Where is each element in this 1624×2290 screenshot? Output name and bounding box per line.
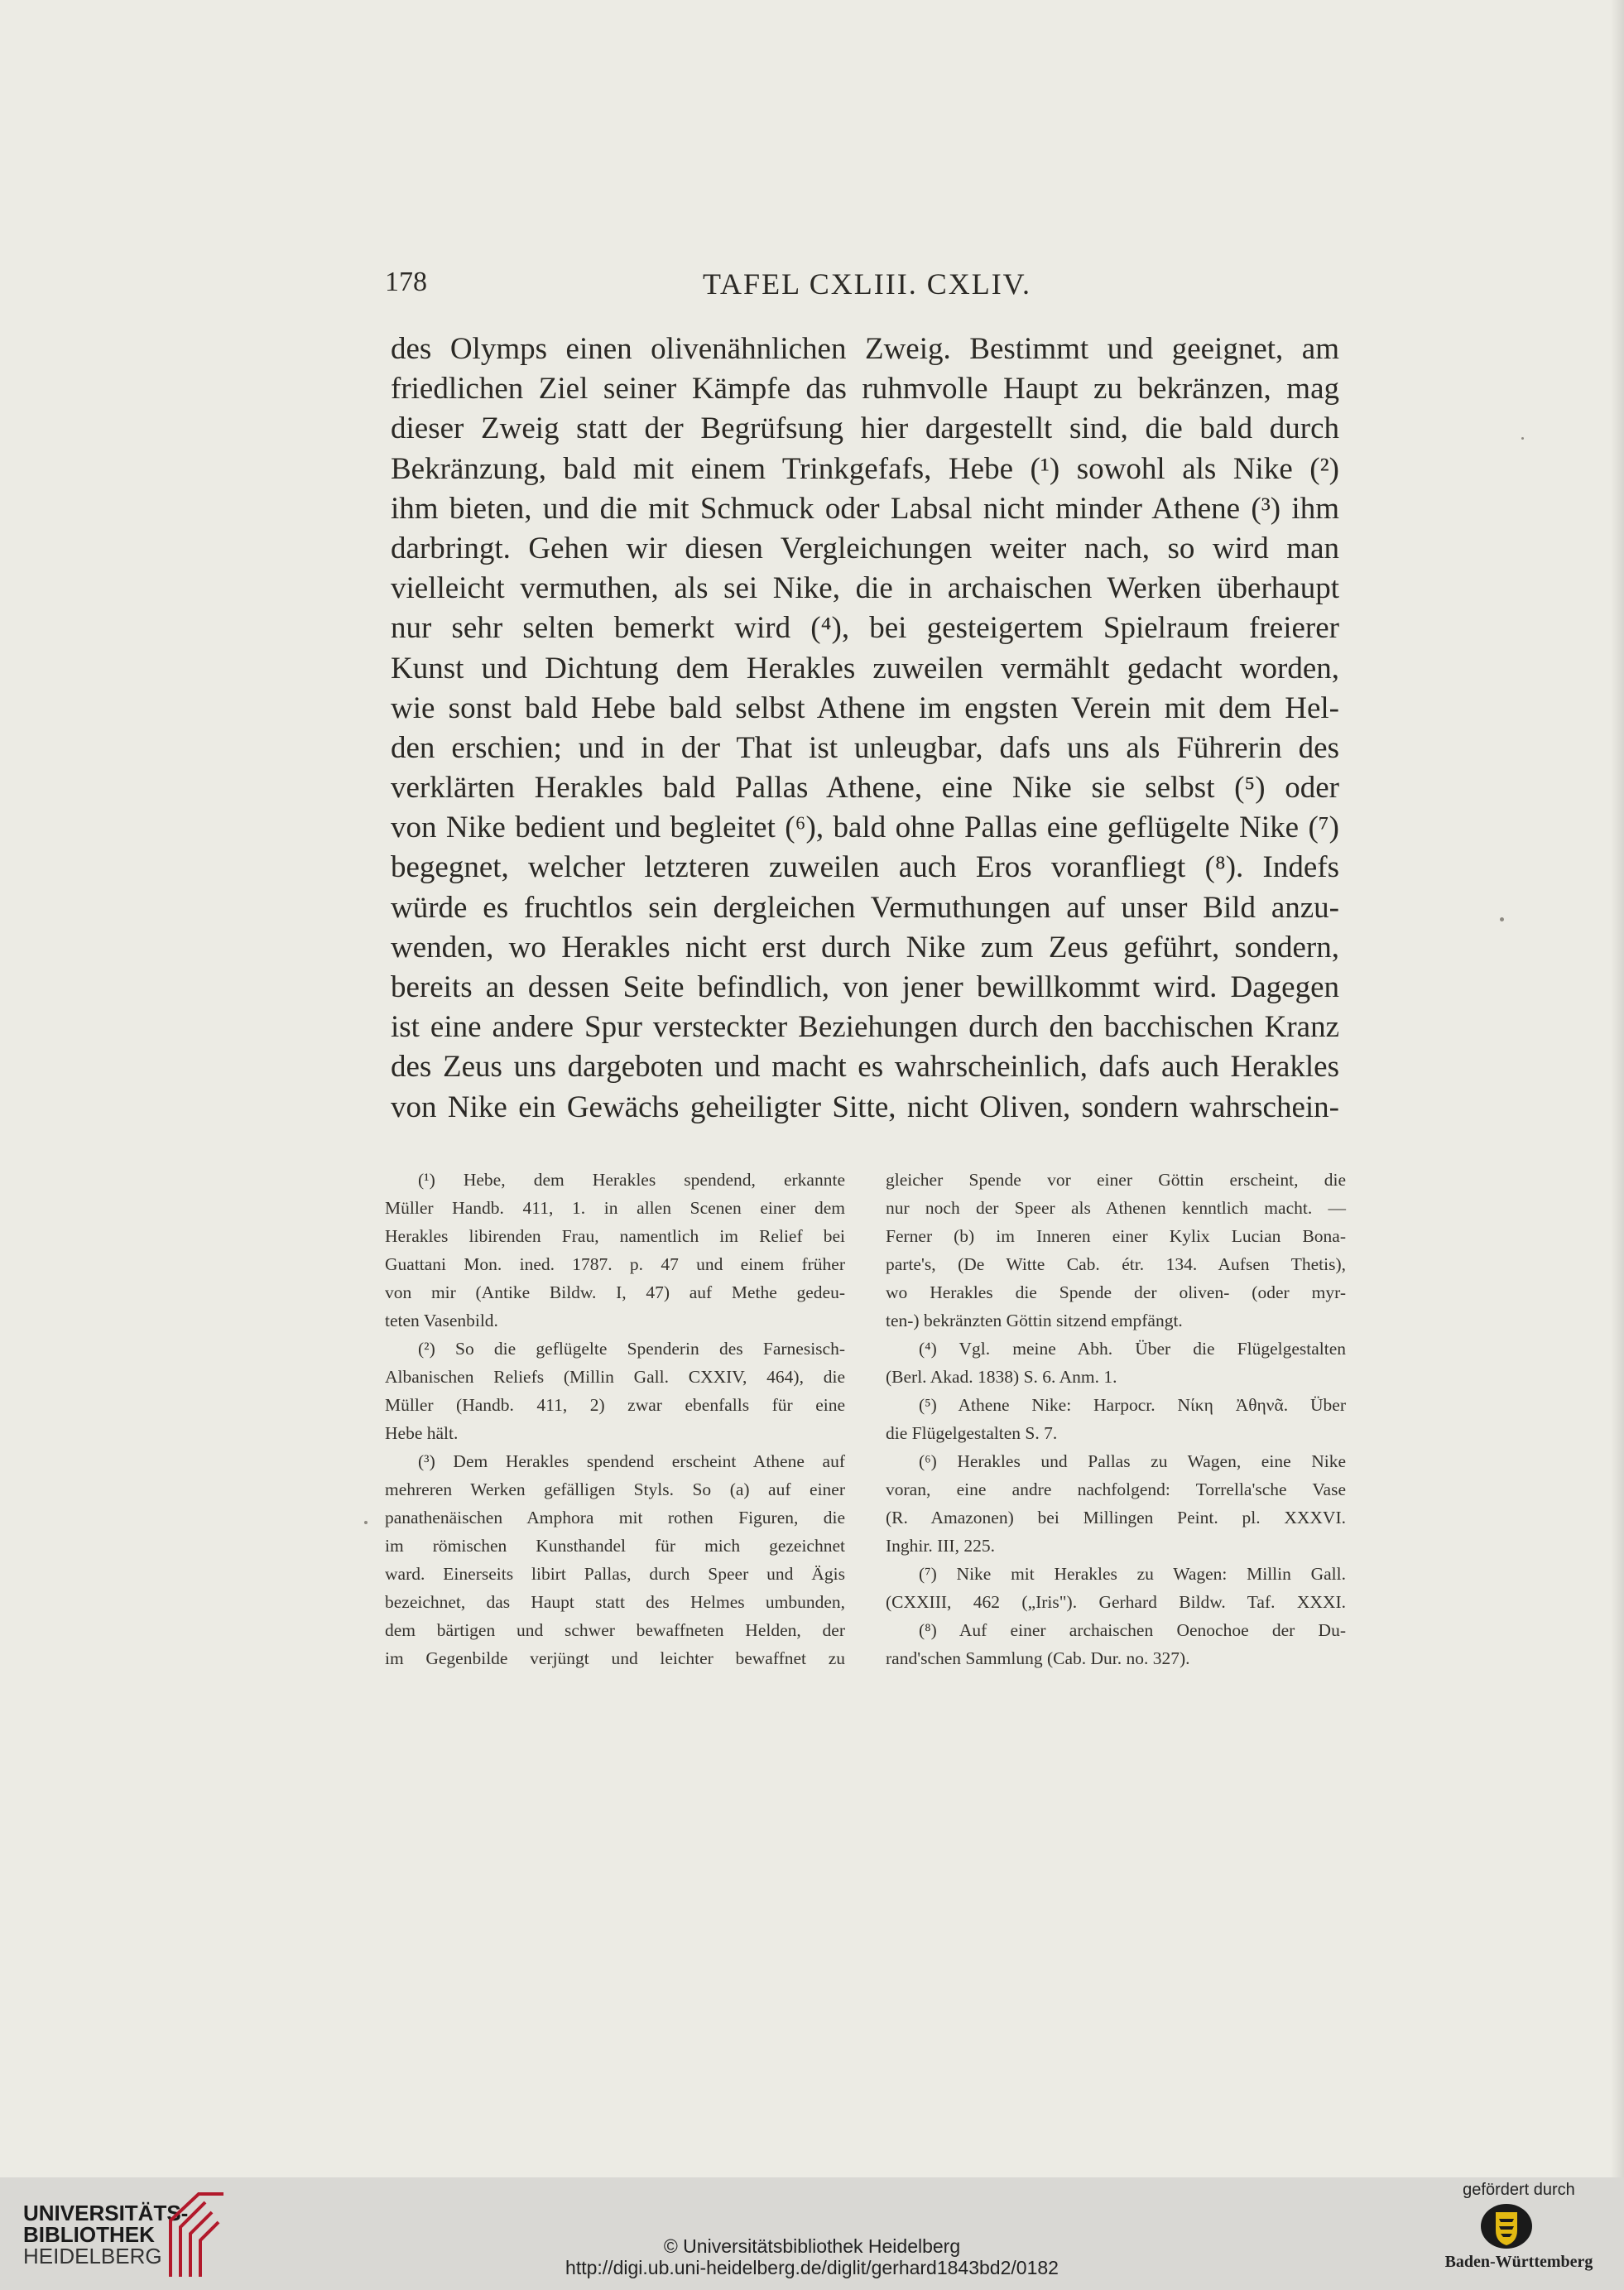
body-line: darbringt. Gehen wir diesen Vergleichungen weiter nach, so wird man	[391, 531, 1339, 565]
footnote-line: die Flügelgestalten S. 7.	[886, 1423, 1058, 1443]
plate-title: TAFEL CXLIII. CXLIV.	[702, 267, 1032, 301]
body-line: des Zeus uns dargeboten und macht es wahrscheinlich, dafs auch Herakles	[391, 1050, 1339, 1085]
body-line: Bekränzung, bald mit einem Trinkgefafs, Hebe (¹) sowohl als Nike (²)	[391, 451, 1339, 486]
footnote-line: (⁸) Auf einer archaischen Oenochoe der Du-	[919, 1620, 1346, 1640]
footnotes-left-column	[385, 1166, 845, 1672]
footnote-line: (⁵) Athene Nike: Harpocr. Νίκη Ἀθηνᾶ. Über	[919, 1395, 1346, 1415]
footnotes-right-column	[886, 1166, 1346, 1672]
footnote-line: im römischen Kunsthandel für mich gezeichnet	[385, 1536, 845, 1556]
library-name-line: HEIDELBERG	[23, 2244, 162, 2268]
body-line: dieser Zweig statt der Begrüfsung hier dargestellt sind, die bald durch	[391, 411, 1339, 446]
footnote-line: (CXXIII, 462 („Iris"). Gerhard Bildw. Taf. XXXI.	[886, 1592, 1346, 1612]
footnote-line: Inghir. III, 225.	[886, 1536, 995, 1556]
running-head	[385, 267, 1341, 308]
baden-wuerttemberg-coat-of-arms-icon	[1479, 2202, 1534, 2250]
footnote-line: parte's, (De Witte Cab. étr. 134. Aufsen Thetis),	[886, 1254, 1346, 1274]
footnote-line: (³) Dem Herakles spendend erscheint Athene auf	[418, 1451, 845, 1471]
footnote-line: (Berl. Akad. 1838) S. 6. Anm. 1.	[886, 1367, 1117, 1387]
footnote-line: ten-) bekränzten Göttin sitzend empfängt.	[886, 1311, 1183, 1330]
footnote-line: nur noch der Speer als Athenen kenntlich macht. —	[886, 1198, 1346, 1218]
footnote-line: Müller (Handb. 411, 2) zwar ebenfalls für eine	[385, 1395, 845, 1415]
footnote-line: (⁷) Nike mit Herakles zu Wagen: Millin Gall.	[919, 1564, 1346, 1584]
body-line: vielleicht vermuthen, als sei Nike, die in archaischen Werken überhaupt	[391, 571, 1339, 606]
footnote-line: panathenäischen Amphora mit rothen Figuren, die	[385, 1508, 845, 1527]
paper-speck	[364, 1521, 368, 1524]
footnote-line: (¹) Hebe, dem Herakles spendend, erkannte	[418, 1170, 845, 1190]
body-line: ihm bieten, und die mit Schmuck oder Labsal nicht minder Athene (³) ihm	[391, 491, 1339, 526]
footnote-line: dem bärtigen und schwer bewaffneten Helden, der	[385, 1620, 845, 1640]
footnote-line: wo Herakles die Spende der oliven- (oder myr-	[886, 1282, 1346, 1302]
footnote-line: (⁶) Herakles und Pallas zu Wagen, eine Nike	[919, 1451, 1346, 1471]
footnote-line: Ferner (b) im Inneren einer Kylix Lucian Bona-	[886, 1226, 1346, 1246]
footnote-line: teten Vasenbild.	[385, 1311, 498, 1330]
footnote-line: voran, eine andre nachfolgend: Torrella'sche Vase	[886, 1479, 1346, 1499]
body-line: wie sonst bald Hebe bald selbst Athene im engsten Verein mit dem Hel-	[391, 690, 1339, 725]
body-line: des Olymps einen olivenähnlichen Zweig. Bestimmt und geeignet, am	[391, 332, 1339, 366]
footnote-line: Albanischen Reliefs (Millin Gall. CXXIV, 464), die	[385, 1367, 845, 1387]
permalink-url[interactable]: http://digi.ub.uni-heidelberg.de/diglit/gerhard1843bd2/0182	[565, 2257, 1059, 2278]
footnote-line: mehreren Werken gefälligen Styls. So (a) auf einer	[385, 1479, 845, 1499]
body-line: Kunst und Dichtung dem Herakles zuweilen vermählt gedacht worden,	[391, 651, 1339, 686]
copyright-notice	[0, 2235, 1624, 2278]
footnote-line: gleicher Spende vor einer Göttin erscheint, die	[886, 1170, 1346, 1190]
footnote-line: Guattani Mon. ined. 1787. p. 47 und einem früher	[385, 1254, 845, 1274]
footnote-line: im Gegenbilde verjüngt und leichter bewaffnet zu	[385, 1648, 845, 1668]
body-line: würde es fruchtlos sein dergleichen Vermuthungen auf unser Bild anzu-	[391, 890, 1339, 925]
body-line: den erschien; und in der That ist unleugbar, dafs uns als Führerin des	[391, 730, 1339, 765]
footnote-line: bezeichnet, das Haupt statt des Helmes umbunden,	[385, 1592, 845, 1612]
body-line: verklärten Herakles bald Pallas Athene, eine Nike sie selbst (⁵) oder	[391, 771, 1339, 806]
footnote-line: Herakles libirenden Frau, namentlich im Relief bei	[385, 1226, 845, 1246]
footnote-line: Hebe hält.	[385, 1423, 459, 1443]
footnote-line: (R. Amazonen) bei Millingen Peint. pl. XXXVI.	[886, 1508, 1346, 1527]
body-line: von Nike bedient und begleitet (⁶), bald ohne Pallas eine geflügelte Nike (⁷)	[391, 811, 1339, 845]
body-line: begegnet, welcher letzteren zuweilen auch Eros voranfliegt (⁸). Indefs	[391, 850, 1339, 885]
body-line: ist eine andere Spur versteckter Beziehungen durch den bacchischen Kranz	[391, 1010, 1339, 1045]
body-text	[391, 330, 1339, 1128]
footnote-line: rand'schen Sammlung (Cab. Dur. no. 327).	[886, 1648, 1190, 1668]
body-line: wenden, wo Herakles nicht erst durch Nike zum Zeus geführt, sondern,	[391, 930, 1339, 965]
sponsor-name: Baden-Württemberg	[1444, 2253, 1593, 2271]
library-name-line: UNIVERSITÄTS-	[23, 2201, 189, 2225]
footnote-line: von mir (Antike Bildw. I, 47) auf Methe gedeu-	[385, 1282, 845, 1302]
page-number: 178	[385, 267, 427, 297]
library-name-line: BIBLIOTHEK	[23, 2222, 155, 2247]
paper-speck	[1521, 437, 1524, 440]
footnote-line: (²) So die geflügelte Spenderin des Farnesisch-	[418, 1339, 845, 1359]
body-line: friedlichen Ziel seiner Kämpfe das ruhmvolle Haupt zu bekränzen, mag	[391, 372, 1339, 407]
footnote-line: ward. Einerseits libirt Pallas, durch Speer und Ägis	[385, 1564, 845, 1584]
paper-speck	[1500, 917, 1504, 921]
body-line: bereits an dessen Seite befindlich, von jener bewillkommt wird. Dagegen	[391, 970, 1339, 1004]
footnote-line: Müller Handb. 411, 1. in allen Scenen einer dem	[385, 1198, 845, 1218]
body-line: von Nike ein Gewächs geheiligter Sitte, nicht Oliven, sondern wahrschein-	[391, 1090, 1339, 1124]
page-edge-shadow	[1611, 0, 1624, 2177]
copyright-text: © Universitätsbibliothek Heidelberg	[663, 2235, 961, 2257]
body-line: nur sehr selten bemerkt wird (⁴), bei gesteigertem Spielraum freierer	[391, 611, 1339, 646]
sponsor-label: gefördert durch	[1463, 2181, 1575, 2199]
footnote-line: (⁴) Vgl. meine Abh. Über die Flügelgestalten	[919, 1339, 1346, 1359]
